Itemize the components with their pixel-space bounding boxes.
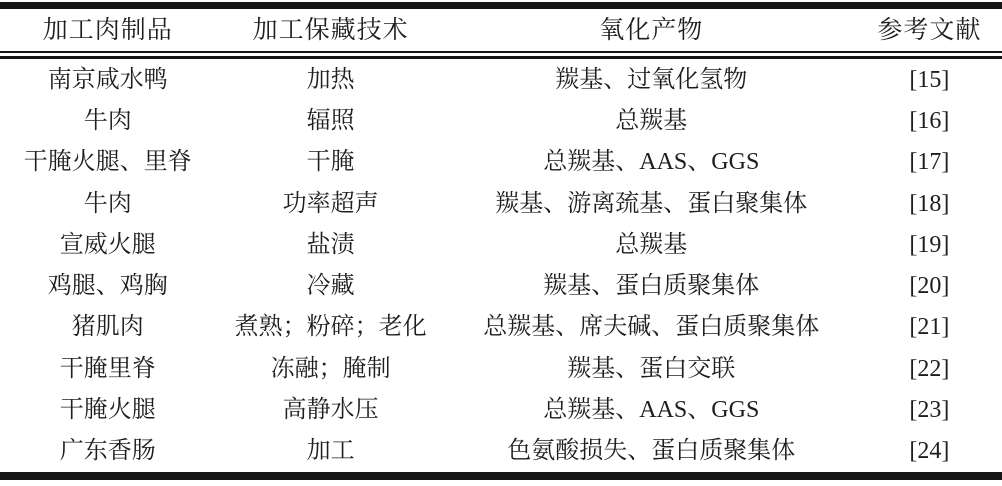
table-row	[0, 142, 1002, 183]
table-row	[0, 389, 1002, 430]
cell-oxidation-products: 羰基、蛋白交联	[567, 355, 736, 382]
cell-reference: [18]	[909, 190, 950, 217]
cell-product: 干腌里脊	[59, 355, 156, 382]
cell-product: 宣威火腿	[59, 231, 156, 258]
column-header-technique: 加工保藏技术	[252, 16, 409, 44]
cell-product: 牛肉	[83, 190, 132, 217]
table-row	[0, 59, 1002, 100]
cell-product: 牛肉	[83, 107, 132, 134]
cell-reference: [19]	[909, 231, 950, 258]
cell-technique: 冷藏	[306, 273, 355, 300]
cell-oxidation-products: 羰基、过氧化氢物	[555, 66, 748, 93]
cell-technique: 干腌	[306, 149, 355, 176]
cell-reference: [21]	[909, 314, 950, 341]
cell-product: 猪肌肉	[71, 314, 144, 341]
cell-technique: 加工	[306, 438, 355, 465]
table-header-row	[0, 9, 1002, 51]
table-row	[0, 348, 1002, 389]
cell-oxidation-products: 羰基、游离巯基、蛋白聚集体	[495, 190, 808, 217]
cell-product: 南京咸水鸭	[47, 66, 168, 93]
cell-oxidation-products: 总羰基	[615, 231, 688, 258]
table-row	[0, 265, 1002, 306]
cell-oxidation-products: 总羰基	[615, 107, 688, 134]
cell-reference: [23]	[909, 397, 950, 424]
cell-oxidation-products: 色氨酸损失、蛋白质聚集体	[507, 438, 796, 465]
cell-technique: 煮熟；粉碎；老化	[234, 314, 427, 341]
cell-technique: 盐渍	[306, 231, 355, 258]
cell-oxidation-products: 羰基、蛋白质聚集体	[543, 273, 760, 300]
cell-reference: [22]	[909, 355, 950, 382]
table-header-rule	[0, 51, 1002, 59]
column-header-oxidation-products: 氧化产物	[599, 16, 704, 44]
table-row	[0, 100, 1002, 141]
cell-product: 鸡腿、鸡胸	[47, 273, 168, 300]
cell-technique: 冻融；腌制	[270, 355, 391, 382]
cell-oxidation-products: 总羰基、AAS、GGS	[543, 397, 760, 424]
cell-product: 广东香肠	[59, 438, 156, 465]
cell-reference: [16]	[909, 107, 950, 134]
cell-reference: [20]	[909, 273, 950, 300]
table-row	[0, 307, 1002, 348]
table-row	[0, 431, 1002, 472]
cell-technique: 辐照	[306, 107, 355, 134]
column-header-product: 加工肉制品	[42, 16, 173, 44]
cell-product: 干腌火腿、里脊	[23, 149, 192, 176]
table-body	[0, 59, 1002, 472]
cell-technique: 加热	[306, 66, 355, 93]
cell-product: 干腌火腿	[59, 397, 156, 424]
cell-reference: [17]	[909, 149, 950, 176]
table-top-rule	[0, 2, 1002, 9]
cell-technique: 高静水压	[282, 397, 379, 424]
table-row	[0, 224, 1002, 265]
cell-technique: 功率超声	[282, 190, 379, 217]
cell-oxidation-products: 总羰基、AAS、GGS	[543, 149, 760, 176]
table-row	[0, 183, 1002, 224]
cell-oxidation-products: 总羰基、席夫碱、蛋白质聚集体	[483, 314, 820, 341]
cell-reference: [24]	[909, 438, 950, 465]
cell-reference: [15]	[909, 66, 950, 93]
column-header-reference: 参考文献	[877, 16, 982, 44]
table-bottom-rule	[0, 472, 1002, 480]
